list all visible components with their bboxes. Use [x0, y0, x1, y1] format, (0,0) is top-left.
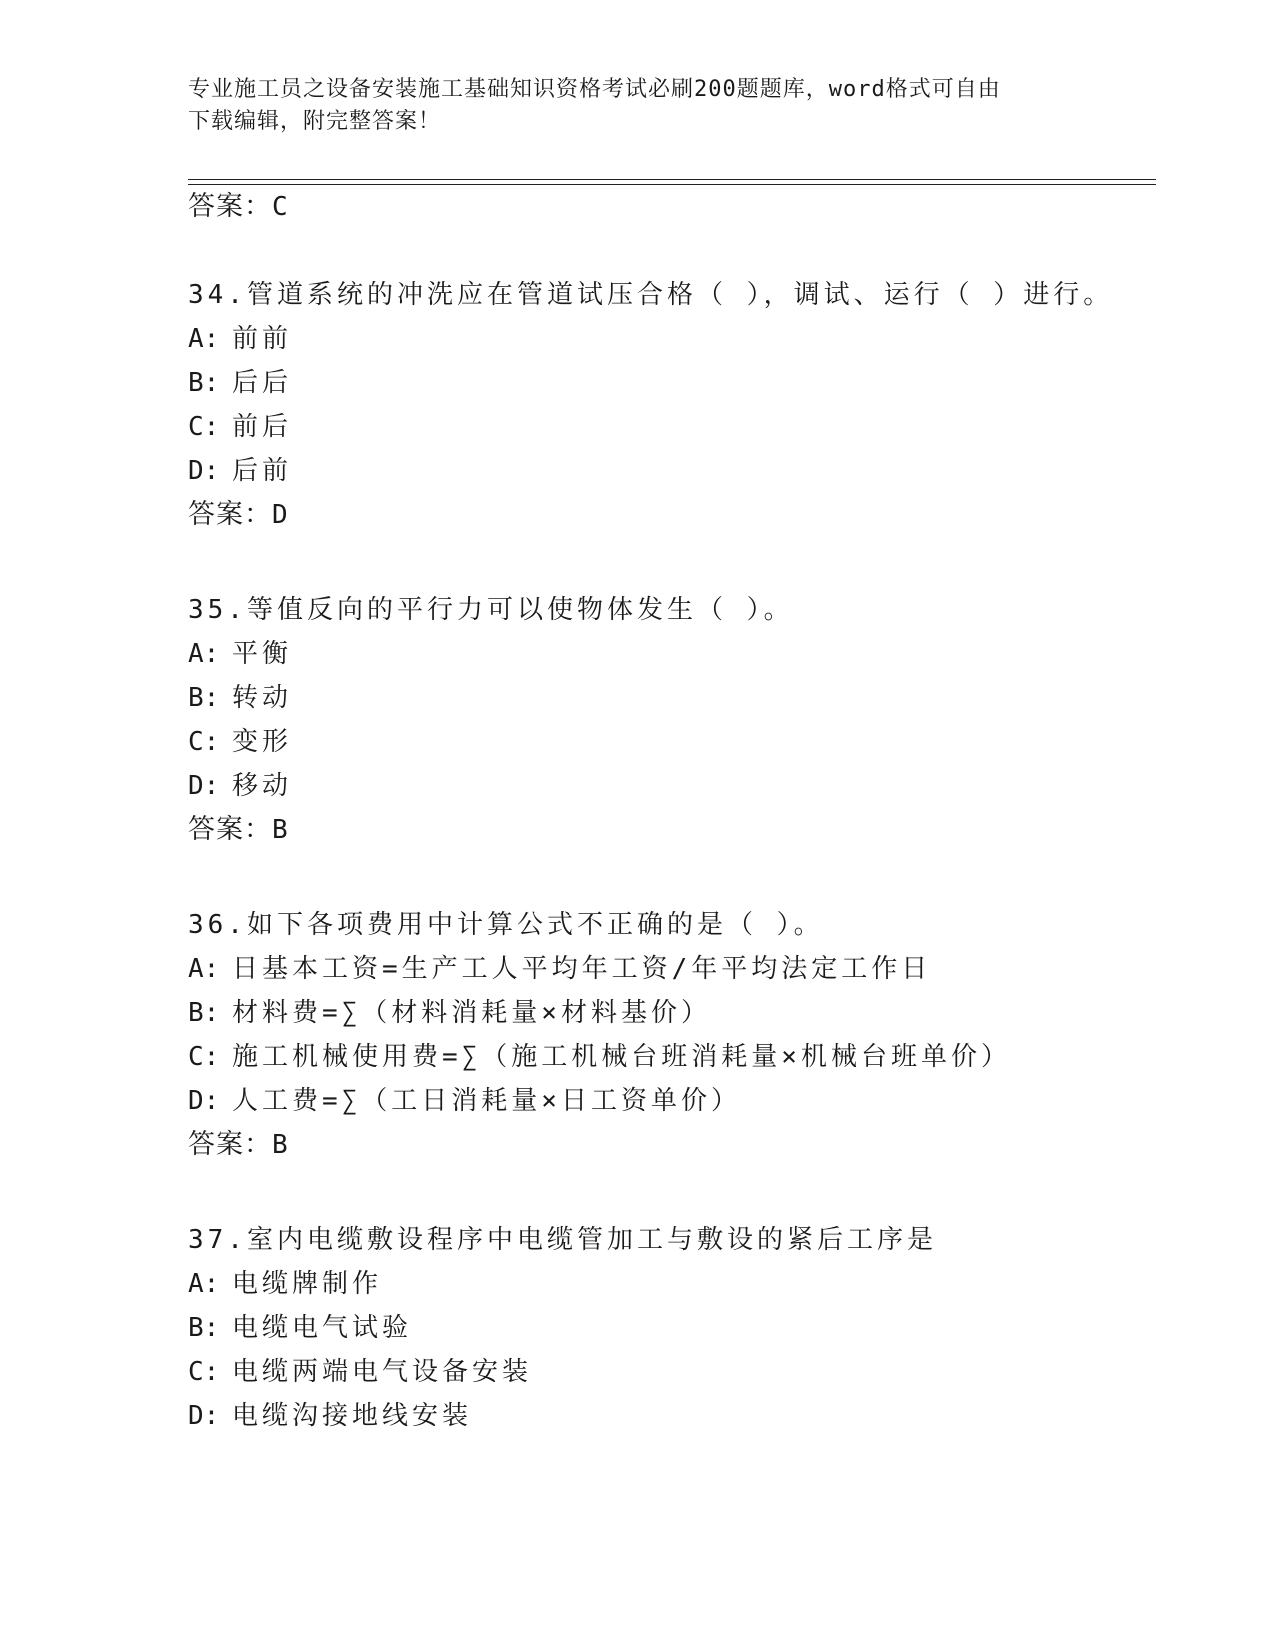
- option-text: 电缆沟接地线安装: [232, 1401, 473, 1431]
- question-34: 34.管道系统的冲洗应在管道试压合格（ ），调试、运行（ ）进行。: [188, 280, 1114, 310]
- question-37: 37.室内电缆敷设程序中电缆管加工与敷设的紧后工序是: [188, 1225, 937, 1255]
- option-letter: D:: [188, 771, 220, 801]
- answer-label: 答案：: [188, 1129, 272, 1160]
- option-letter: A:: [188, 639, 220, 669]
- option-letter: C:: [188, 727, 220, 757]
- option-text: 前前: [232, 324, 293, 354]
- question-36-answer: [188, 1128, 289, 1162]
- option-letter: D:: [188, 1086, 220, 1116]
- option-letter: B:: [188, 998, 220, 1028]
- header-divider-bottom: [188, 184, 1156, 185]
- option-letter: B:: [188, 1313, 220, 1343]
- header-line-1: 专业施工员之设备安装施工基础知识资格考试必刷200题题库，word格式可自由: [188, 77, 1001, 102]
- answer-value: B: [272, 1130, 289, 1160]
- question-34-option-c: [188, 410, 292, 444]
- question-35-option-d: [188, 769, 292, 803]
- question-37-option-b: [188, 1311, 412, 1345]
- answer-value: C: [272, 192, 289, 222]
- question-34-answer: [188, 498, 289, 532]
- option-text: 后后: [232, 368, 293, 398]
- document-header: [188, 74, 1088, 138]
- option-letter: C:: [188, 412, 220, 442]
- option-text: 电缆两端电气设备安装: [232, 1357, 533, 1387]
- question-34-option-a: [188, 322, 292, 356]
- question-35: 35.等值反向的平行力可以使物体发生（ ）。: [188, 595, 794, 625]
- option-text: 电缆电气试验: [232, 1313, 413, 1343]
- option-text: 电缆牌制作: [232, 1269, 383, 1299]
- question-34-option-b: [188, 366, 292, 400]
- question-37-option-d: [188, 1399, 472, 1433]
- question-35-option-a: [188, 637, 292, 671]
- option-letter: C:: [188, 1357, 220, 1387]
- header-line-2: 下载编辑，附完整答案！: [188, 109, 442, 134]
- question-36: 36.如下各项费用中计算公式不正确的是（ ）。: [188, 910, 824, 940]
- answer-value: B: [272, 815, 289, 845]
- option-text: 人工费=∑（工日消耗量×日工资单价）: [232, 1086, 741, 1116]
- option-letter: D:: [188, 1401, 220, 1431]
- question-35-answer: [188, 813, 289, 847]
- question-34-option-d: [188, 454, 292, 488]
- question-35-option-c: [188, 725, 292, 759]
- option-letter: C:: [188, 1042, 220, 1072]
- option-text: 移动: [232, 771, 293, 801]
- option-text: 施工机械使用费=∑（施工机械台班消耗量×机械台班单价）: [232, 1042, 1011, 1072]
- option-letter: A:: [188, 954, 220, 984]
- header-divider-top: [188, 179, 1156, 180]
- answer-label: 答案：: [188, 191, 272, 222]
- option-text: 变形: [232, 727, 293, 757]
- answer-label: 答案：: [188, 499, 272, 530]
- option-letter: B:: [188, 683, 220, 713]
- question-37-option-c: [188, 1355, 532, 1389]
- option-text: 日基本工资=生产工人平均年工资/年平均法定工作日: [232, 954, 932, 984]
- question-36-option-a: [188, 952, 931, 986]
- answer-line: [188, 190, 289, 224]
- answer-label: 答案：: [188, 814, 272, 845]
- answer-value: D: [272, 500, 289, 530]
- option-text: 前后: [232, 412, 293, 442]
- question-35-option-b: [188, 681, 292, 715]
- question-37-option-a: [188, 1267, 382, 1301]
- option-letter: A:: [188, 1269, 220, 1299]
- option-letter: A:: [188, 324, 220, 354]
- question-36-option-c: [188, 1040, 1011, 1074]
- question-36-option-d: [188, 1084, 741, 1118]
- option-text: 平衡: [232, 639, 293, 669]
- option-letter: D:: [188, 456, 220, 486]
- question-36-option-b: [188, 996, 711, 1030]
- option-text: 转动: [232, 683, 293, 713]
- option-text: 后前: [232, 456, 293, 486]
- option-text: 材料费=∑（材料消耗量×材料基价）: [232, 998, 711, 1028]
- option-letter: B:: [188, 368, 220, 398]
